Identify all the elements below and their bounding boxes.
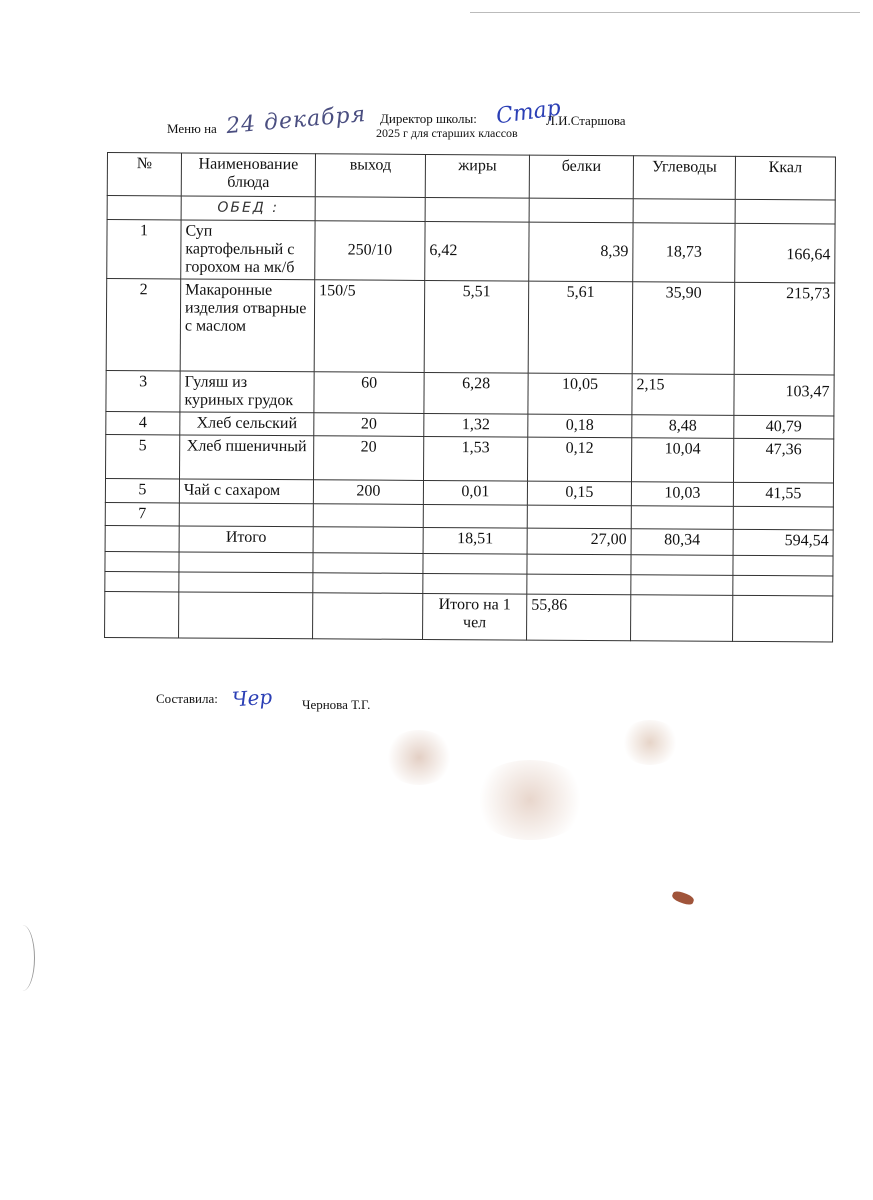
row-number: 1 [107, 220, 181, 279]
table-row [106, 279, 835, 375]
scan-edge-line [470, 12, 860, 13]
composer-signature: Чер [231, 684, 273, 712]
dish-kcal: 47,36 [733, 438, 833, 483]
dish-name: Суп картофельный с горохом на мк/б [181, 220, 315, 280]
per-person-label: Итого на 1 чел [423, 593, 527, 640]
row-number: 5 [105, 478, 179, 502]
per-person-row [105, 591, 833, 641]
header-cell: Ккал [735, 156, 835, 200]
table-row [107, 220, 835, 283]
total-label: Итого [179, 526, 313, 553]
dish-fat: 1,53 [423, 436, 527, 481]
total-protein: 27,00 [527, 528, 631, 555]
dish-protein: 0,12 [527, 437, 631, 482]
dish-output: 20 [314, 413, 424, 437]
dish-name: Чай с сахаром [179, 479, 313, 504]
total-fat: 18,51 [423, 527, 527, 554]
header-cell: белки [529, 155, 633, 199]
header-cell: № [107, 153, 181, 196]
dish-kcal: 166,64 [735, 223, 835, 283]
dish-protein: 8,39 [529, 222, 633, 282]
director-name: Л.И.Старшова [546, 113, 626, 128]
dish-carbs: 10,04 [631, 438, 733, 483]
dish-kcal: 103,47 [734, 374, 834, 416]
dish-output: 20 [314, 436, 424, 481]
menu-table-wrapper [104, 152, 835, 690]
dish-fat: 6,28 [424, 372, 528, 414]
dish-fat: 0,01 [423, 480, 527, 505]
dish-output: 200 [313, 480, 423, 505]
dish-protein: 10,05 [528, 373, 632, 415]
table-row [106, 370, 834, 415]
menu-label: Меню на [167, 121, 217, 136]
table-header-row [107, 153, 835, 200]
row-number: 7 [105, 502, 179, 525]
total-carbs: 80,34 [631, 529, 733, 556]
header-cell: Углеводы [633, 156, 735, 200]
dish-protein: 0,15 [527, 481, 631, 506]
handwritten-date: 24 декабря [225, 101, 368, 140]
dish-name: Макаронные изделия отварные с маслом [180, 279, 315, 372]
dish-name: Гуляш из куриных грудок [180, 371, 314, 413]
header-cell: выход [315, 154, 425, 198]
dish-output: 250/10 [315, 221, 425, 281]
header-cell: жиры [425, 154, 529, 198]
dish-fat: 6,42 [425, 221, 529, 281]
dish-output: 60 [314, 372, 424, 414]
row-number: 5 [106, 434, 180, 478]
director-label: Директор школы: [380, 111, 477, 126]
dish-protein: 5,61 [528, 281, 633, 374]
per-person-value: 55,86 [527, 594, 631, 641]
dish-carbs: 2,15 [632, 374, 734, 416]
menu-subtitle: 2025 г для старших классов [376, 126, 518, 140]
header-cell: Наименование блюда [181, 153, 315, 197]
dish-kcal: 40,79 [734, 415, 834, 439]
table-row [106, 434, 834, 482]
page-edge-mark [10, 925, 35, 991]
row-number: 4 [106, 411, 180, 434]
dish-kcal: 41,55 [733, 482, 833, 507]
menu-table [104, 152, 836, 642]
dish-fat: 1,32 [424, 413, 528, 437]
dish-kcal: 215,73 [734, 282, 835, 375]
dish-name: Хлеб сельский [180, 412, 314, 436]
row-number: 2 [106, 279, 181, 371]
dish-protein: 0,18 [528, 414, 632, 438]
dish-fat: 5,51 [424, 280, 529, 373]
composer-name: Чернова Т.Г. [302, 697, 371, 712]
total-kcal: 594,54 [733, 529, 833, 556]
dish-carbs: 35,90 [632, 282, 735, 375]
director-signature: Стар [494, 95, 563, 130]
row-number: 3 [106, 370, 180, 411]
dish-carbs: 10,03 [631, 482, 733, 507]
composed-label: Составила: [156, 691, 218, 706]
dish-carbs: 8,48 [632, 415, 734, 439]
dish-name: Хлеб пшеничный [180, 435, 314, 480]
section-label: ОБЕД : [181, 196, 315, 221]
dish-carbs: 18,73 [633, 223, 735, 283]
dish-output: 150/5 [314, 280, 425, 373]
